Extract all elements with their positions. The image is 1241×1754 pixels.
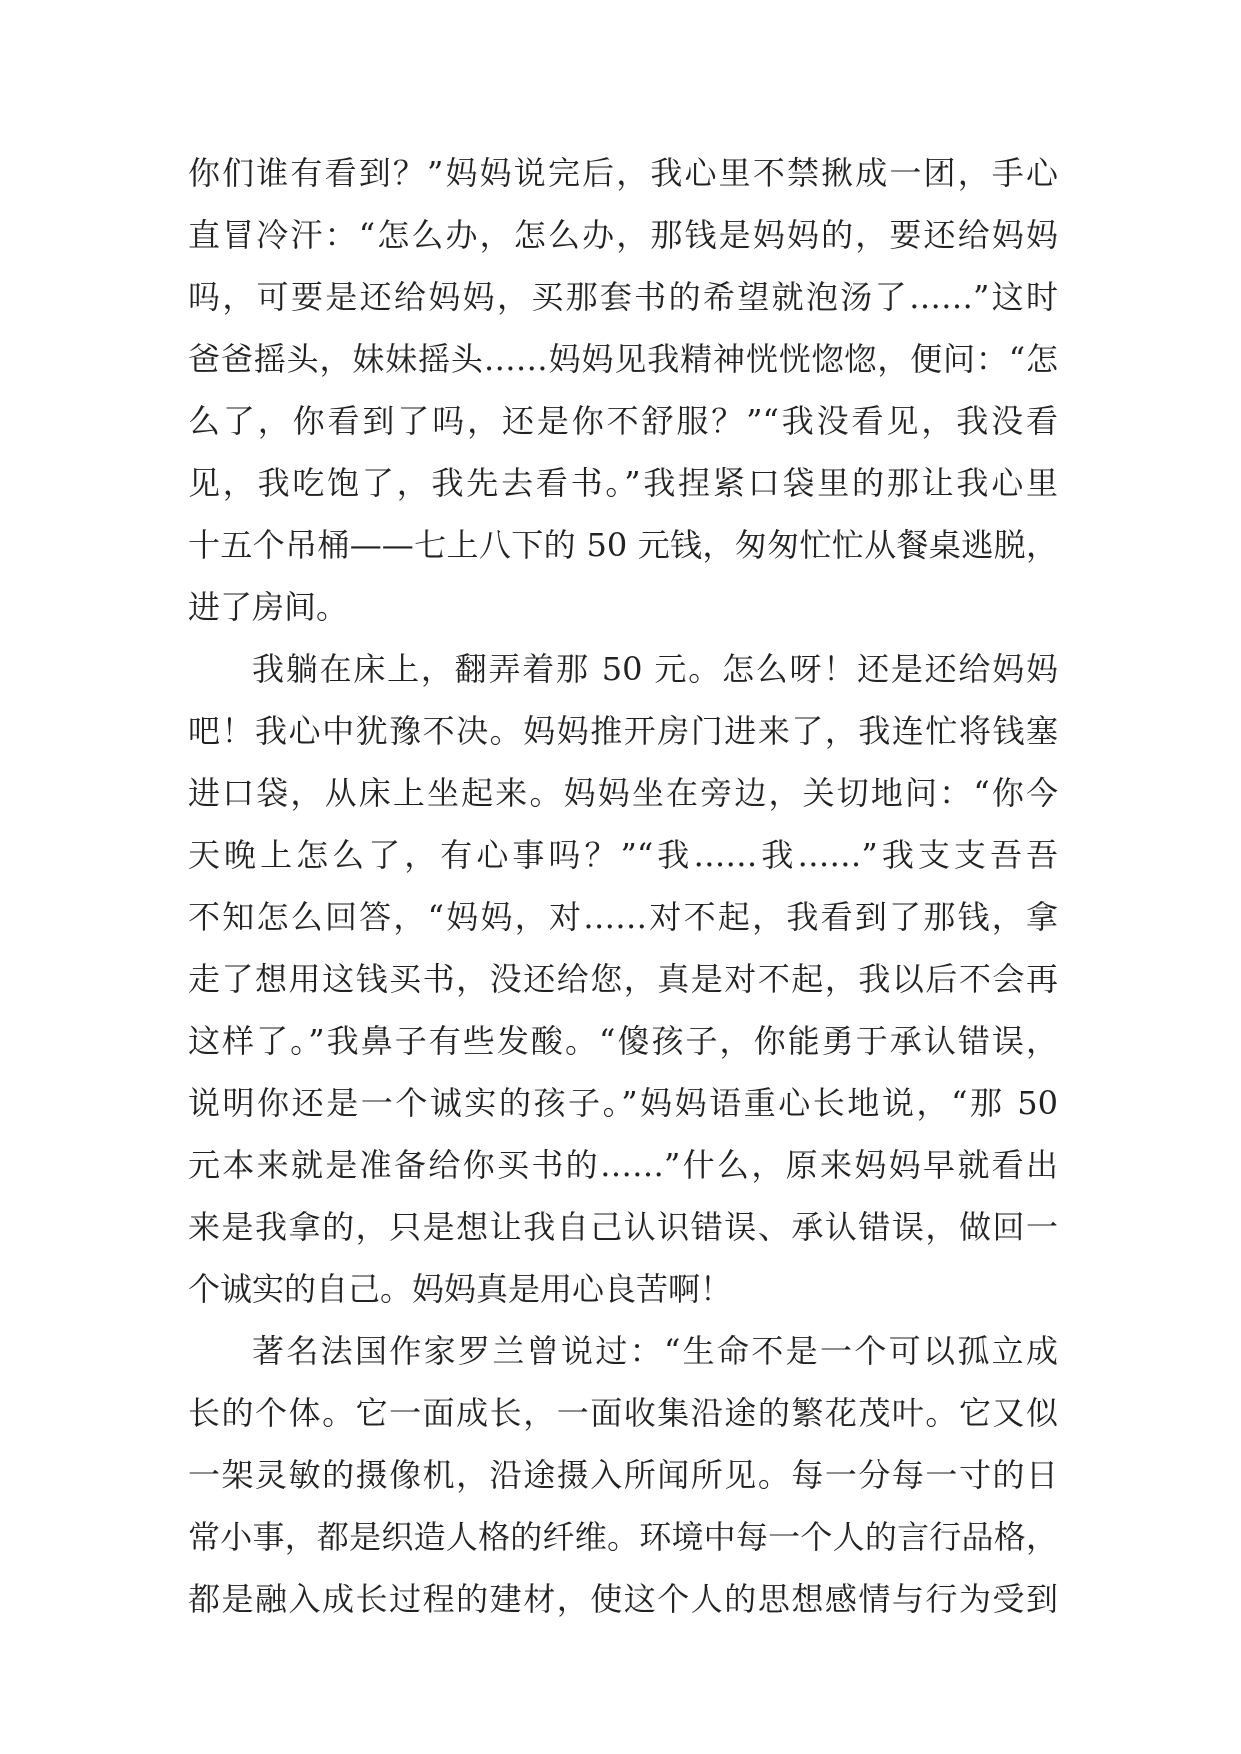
text-line: 十五个吊桶——七上八下的 50 元钱，匆匆忙忙从餐桌逃脱， [188,526,1058,564]
text-line: 长的个体。它一面成长，一面收集沿途的繁花茂叶。它又似 [188,1394,1058,1432]
text-line: 进口袋，从床上坐起来。妈妈坐在旁边，关切地问：“你今 [188,774,1058,812]
text-line: 你们谁有看到？”妈妈说完后，我心里不禁揪成一团，手心 [188,154,1058,192]
text-line: 都是融入成长过程的建材，使这个人的思想感情与行为受到 [188,1580,1058,1618]
text-line: 爸爸摇头，妹妹摇头……妈妈见我精神恍恍惚惚，便问：“怎 [188,340,1058,378]
text-line: 个诚实的自己。妈妈真是用心良苦啊！ [188,1270,733,1308]
text-line: 直冒冷汗：“怎么办，怎么办，那钱是妈妈的，要还给妈妈 [188,216,1058,254]
paragraph-2 [188,638,1058,1320]
text-line: 常小事，都是织造人格的纤维。环境中每一个人的言行品格， [188,1518,1058,1556]
text-line: 么了，你看到了吗，还是你不舒服？”“我没看见，我没看 [188,402,1058,440]
document-body [188,142,1058,1630]
text-line: 走了想用这钱买书，没还给您，真是对不起，我以后不会再 [188,960,1058,998]
text-line: 吗，可要是还给妈妈，买那套书的希望就泡汤了……”这时 [188,278,1058,316]
text-line: 进了房间。 [188,588,349,626]
paragraph-1 [188,142,1058,638]
text-line: 我躺在床上，翻弄着那 50 元。怎么呀！还是还给妈妈 [252,650,1058,688]
text-line: 元本来就是准备给你买书的……”什么，原来妈妈早就看出 [188,1146,1058,1184]
text-line: 天晚上怎么了，有心事吗？”“我……我……”我支支吾吾 [188,836,1058,874]
text-line: 说明你还是一个诚实的孩子。”妈妈语重心长地说，“那 50 [188,1084,1058,1122]
paragraph-3 [188,1320,1058,1630]
text-line: 这样了。”我鼻子有些发酸。“傻孩子，你能勇于承认错误， [188,1022,1058,1060]
text-line: 吧！我心中犹豫不决。妈妈推开房门进来了，我连忙将钱塞 [188,712,1058,750]
text-line: 一架灵敏的摄像机，沿途摄入所闻所见。每一分每一寸的日 [188,1456,1058,1494]
text-line: 不知怎么回答，“妈妈，对……对不起，我看到了那钱，拿 [188,898,1058,936]
text-line: 见，我吃饱了，我先去看书。”我捏紧口袋里的那让我心里 [188,464,1058,502]
text-line: 来是我拿的，只是想让我自己认识错误、承认错误，做回一 [188,1208,1058,1246]
text-line: 著名法国作家罗兰曾说过：“生命不是一个可以孤立成 [252,1332,1058,1370]
